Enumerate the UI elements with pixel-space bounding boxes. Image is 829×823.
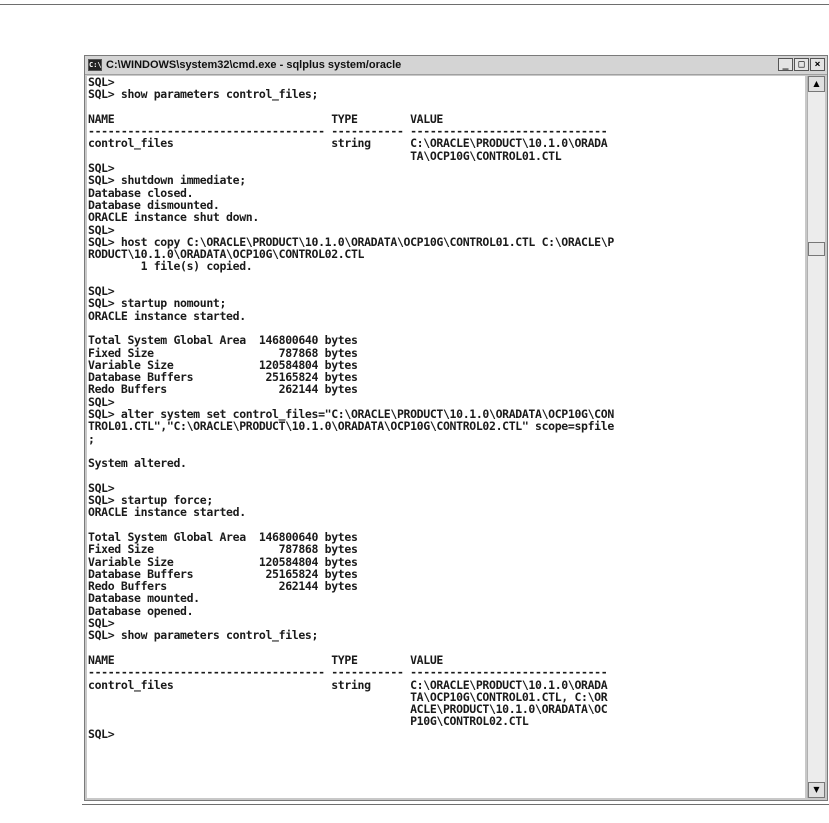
console-line: Database dismounted. (88, 197, 220, 212)
console-line: SQL> (88, 616, 115, 631)
console-line: Total System Global Area 146800640 bytes (88, 529, 358, 544)
console-line: ------------------------------------ ----------- ------------------------------ (88, 665, 608, 680)
console-line: RODUCT\10.1.0\ORADATA\OCP10G\CONTROL02.CTL (88, 247, 365, 262)
console-line: ORACLE instance started. (88, 505, 246, 520)
console-output[interactable] (87, 76, 805, 798)
console-line: TA\OCP10G\CONTROL01.CTL, C:\OR (88, 689, 608, 704)
scroll-down-arrow-icon[interactable]: ▼ (808, 782, 825, 798)
console-line: Database mounted. (88, 591, 200, 606)
console-line: ORACLE instance shut down. (88, 210, 259, 225)
console-line: TROL01.CTL","C:\ORACLE\PRODUCT\10.1.0\ORADATA\OCP10G\CONTROL02.CTL" scope=spfile (88, 419, 614, 434)
console-line: SQL> (88, 76, 115, 89)
console-line: SQL> show parameters control_files; (88, 628, 319, 643)
console-line: TA\OCP10G\CONTROL01.CTL (88, 148, 562, 163)
console-line: System altered. (88, 456, 187, 471)
console-line: SQL> (88, 726, 115, 741)
console-line: ORACLE instance started. (88, 308, 246, 323)
console-line: Redo Buffers 262144 bytes (88, 382, 358, 397)
page-bottom-rule (82, 804, 829, 805)
console-line: Database Buffers 25165824 bytes (88, 566, 358, 581)
console-line: ; (88, 431, 95, 446)
console-line: Database closed. (88, 185, 194, 200)
console-line: Fixed Size 787868 bytes (88, 345, 358, 360)
scroll-up-arrow-icon[interactable]: ▲ (808, 76, 825, 92)
console-line: SQL> shutdown immediate; (88, 173, 246, 188)
console-line: control_files string C:\ORACLE\PRODUCT\10.1.0\ORADA (88, 677, 608, 692)
scroll-thumb[interactable] (808, 242, 825, 256)
minimize-button[interactable]: _ (778, 58, 793, 71)
console-line: SQL> host copy C:\ORACLE\PRODUCT\10.1.0\ORADATA\OCP10G\CONTROL01.CTL C:\ORACLE\P (88, 234, 614, 249)
console-line: Database opened. (88, 603, 194, 618)
console-line: SQL> (88, 480, 115, 495)
console-line: Total System Global Area 146800640 bytes (88, 333, 358, 348)
maximize-button[interactable]: □ (794, 58, 809, 71)
console-line: Variable Size 120584804 bytes (88, 357, 358, 372)
cmd-window[interactable] (84, 55, 828, 801)
console-line: ------------------------------------ ----------- ------------------------------ (88, 124, 608, 139)
console-line: P10G\CONTROL02.CTL (88, 714, 529, 729)
window-title: C:\WINDOWS\system32\cmd.exe - sqlplus system/oracle (106, 59, 402, 71)
console-line: 1 file(s) copied. (88, 259, 253, 274)
console-line: Redo Buffers 262144 bytes (88, 579, 358, 594)
console-line: NAME TYPE VALUE (88, 111, 443, 126)
console-line: SQL> startup force; (88, 493, 213, 508)
console-line: SQL> (88, 161, 115, 176)
page-top-rule (0, 4, 829, 5)
cmd-app-icon: C:\ (89, 61, 102, 69)
console-line: NAME TYPE VALUE (88, 652, 443, 667)
title-bar[interactable] (85, 56, 827, 75)
console-line: Database Buffers 25165824 bytes (88, 370, 358, 385)
console-line: SQL> show parameters control_files; (88, 87, 319, 102)
console-line: Fixed Size 787868 bytes (88, 542, 358, 557)
console-line: ACLE\PRODUCT\10.1.0\ORADATA\OC (88, 702, 608, 717)
window-controls (778, 58, 825, 71)
console-line: SQL> (88, 222, 115, 237)
console-line: Variable Size 120584804 bytes (88, 554, 358, 569)
console-line: SQL> alter system set control_files="C:\ORACLE\PRODUCT\10.1.0\ORADATA\OCP10G\CON (88, 407, 614, 422)
console-line: SQL> (88, 284, 115, 299)
close-button[interactable]: × (810, 58, 825, 71)
console-line: SQL> (88, 394, 115, 409)
vertical-scrollbar[interactable] (807, 76, 825, 798)
console-text (87, 76, 805, 740)
console-line: control_files string C:\ORACLE\PRODUCT\10.1.0\ORADA (88, 136, 608, 151)
console-line: SQL> startup nomount; (88, 296, 227, 311)
